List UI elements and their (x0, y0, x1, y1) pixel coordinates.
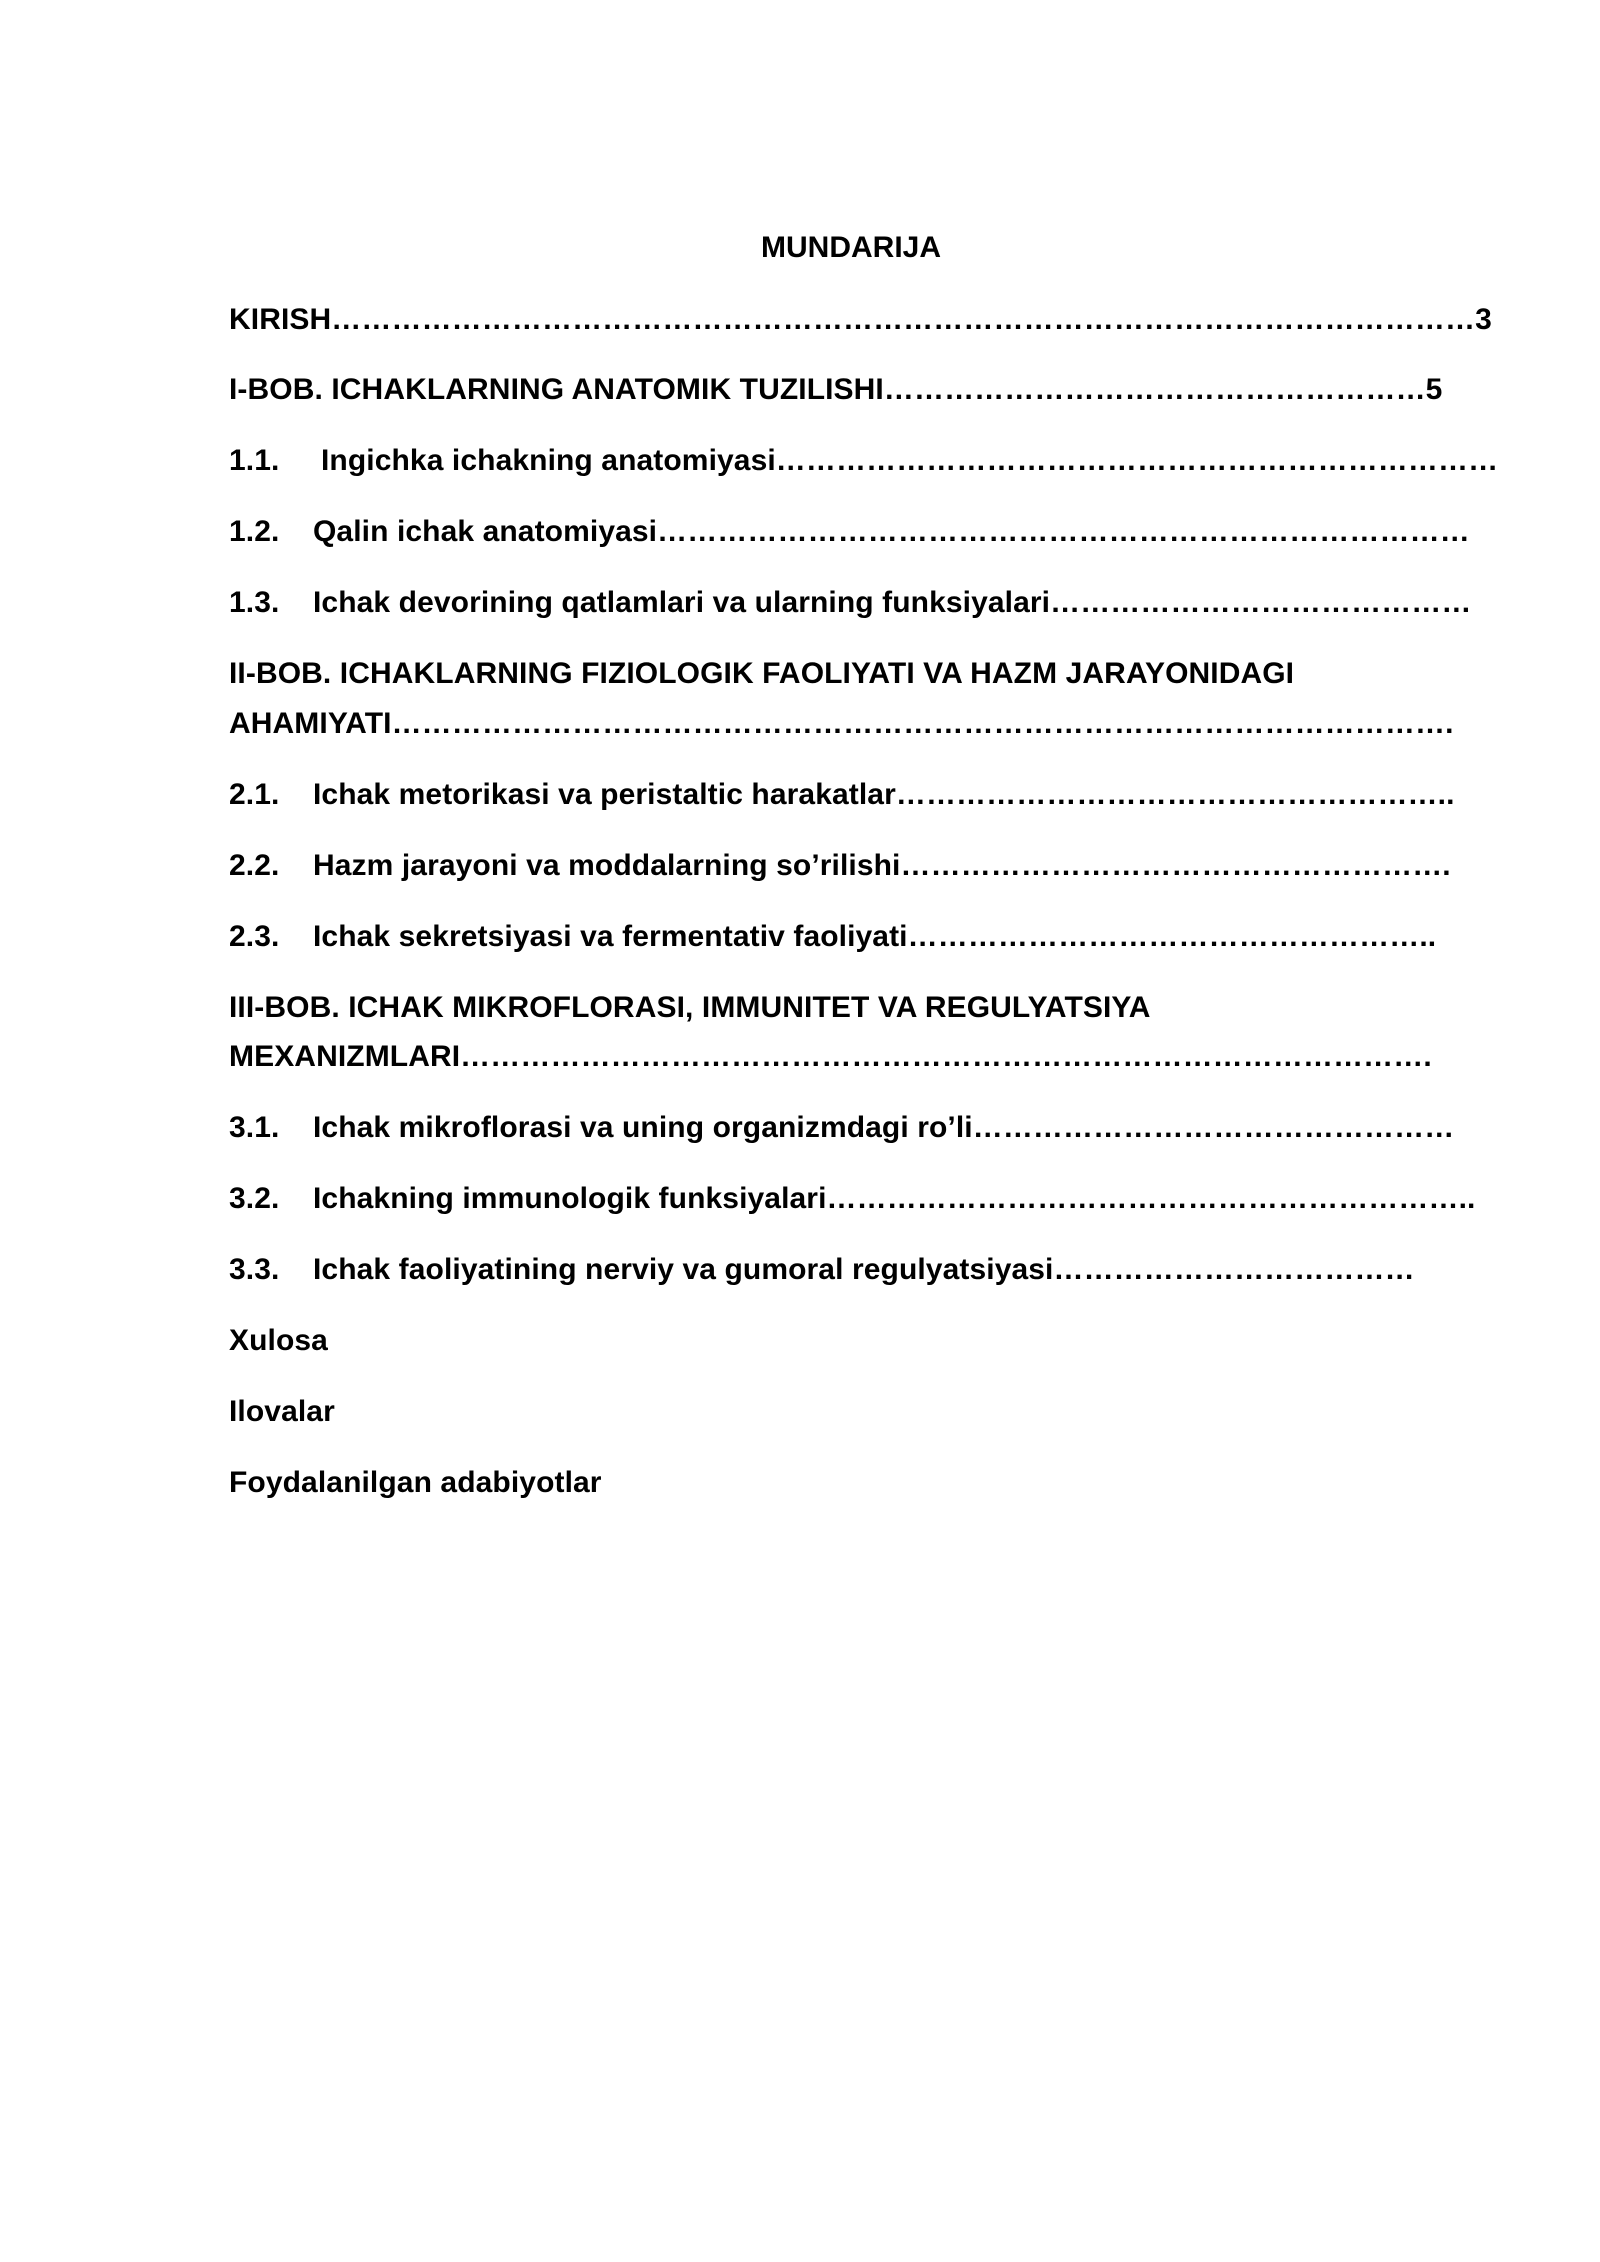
toc-entry-1-2 (229, 512, 1470, 552)
toc-entry-text: I-BOB. ICHAKLARNING ANATOMIK TUZILISHI………………………………………………5 (229, 373, 1443, 406)
toc-entry-xulosa (229, 1321, 328, 1361)
toc-entry-text: Ichak metorikasi va peristaltic harakatlar……………………………………………….. (313, 778, 1455, 811)
toc-entry-text: III-BOB. ICHAK MIKROFLORASI, IMMUNITET VA REGULYATSIYA (229, 991, 1151, 1024)
toc-entry-number: 1.3. (229, 586, 280, 619)
toc-entry-1-1 (229, 441, 1498, 481)
toc-entry-3-1 (229, 1108, 1454, 1148)
toc-entry-number: 1.1. (229, 444, 280, 477)
toc-entry-adabiyotlar (229, 1463, 602, 1503)
toc-entry-number: 3.3. (229, 1253, 280, 1286)
toc-entry-number: 2.2. (229, 849, 280, 882)
toc-entry-text: Ichak devorining qatlamlari va ularning funksiyalari…………………………………… (313, 586, 1472, 619)
toc-entry-text: AHAMIYATI……………………………………………………………………………………………. (229, 707, 1454, 740)
toc-entry-text: Ichakning immunologik funksiyalari……………………………………………………….. (313, 1182, 1476, 1215)
toc-entry-number: 2.1. (229, 778, 280, 811)
toc-entry-chapter-3-line-1 (229, 988, 1151, 1028)
toc-entry-text: Ilovalar (229, 1395, 335, 1428)
toc-entry-text: Ingichka ichakning anatomiyasi……………………………………………………………… (321, 444, 1499, 477)
toc-entry-text: Hazm jarayoni va moddalarning so’rilishi………………………………………………. (313, 849, 1451, 882)
toc-entry-2-2 (229, 846, 1451, 886)
toc-entry-number: 2.3. (229, 920, 280, 953)
toc-entry-chapter-3-line-2 (229, 1037, 1432, 1077)
toc-entry-text: Ichak sekretsiyasi va fermentativ faoliyati…………………………………………….. (313, 920, 1437, 953)
toc-entry-2-3 (229, 917, 1436, 957)
toc-entry-number: 1.2. (229, 515, 280, 548)
toc-entry-text: Xulosa (229, 1324, 328, 1357)
toc-entry-1-3 (229, 583, 1472, 623)
toc-entry-text: Ichak faoliyatining nerviy va gumoral regulyatsiyasi……………………………… (313, 1253, 1415, 1286)
toc-entry-chapter-1 (229, 370, 1442, 410)
toc-entry-chapter-2-line-2 (229, 704, 1454, 744)
toc-entry-ilovalar (229, 1392, 335, 1432)
toc-entry-text: Foydalanilgan adabiyotlar (229, 1466, 602, 1499)
page-title: MUNDARIJA (761, 231, 941, 264)
toc-entry-3-2 (229, 1179, 1475, 1219)
toc-entry-text: MEXANIZMLARI……………………………………………………………………………………. (229, 1040, 1432, 1073)
toc-entry-chapter-2-line-1 (229, 654, 1294, 694)
toc-entry-text: Ichak mikroflorasi va uning organizmdagi ro’li………………………………………… (313, 1111, 1455, 1144)
toc-entry-number: 3.2. (229, 1182, 280, 1215)
toc-entry-3-3 (229, 1250, 1415, 1290)
toc-entry-text: Qalin ichak anatomiyasi……………………………………………………………………… (313, 515, 1470, 548)
toc-entry-kirish (229, 300, 1492, 340)
toc-entry-text: II-BOB. ICHAKLARNING FIZIOLOGIK FAOLIYATI VA HAZM JARAYONIDAGI (229, 657, 1295, 690)
toc-entry-text: KIRISH……………………………………………………………………………………………………3 (229, 303, 1492, 336)
toc-entry-number: 3.1. (229, 1111, 280, 1144)
toc-entry-2-1 (229, 775, 1455, 815)
